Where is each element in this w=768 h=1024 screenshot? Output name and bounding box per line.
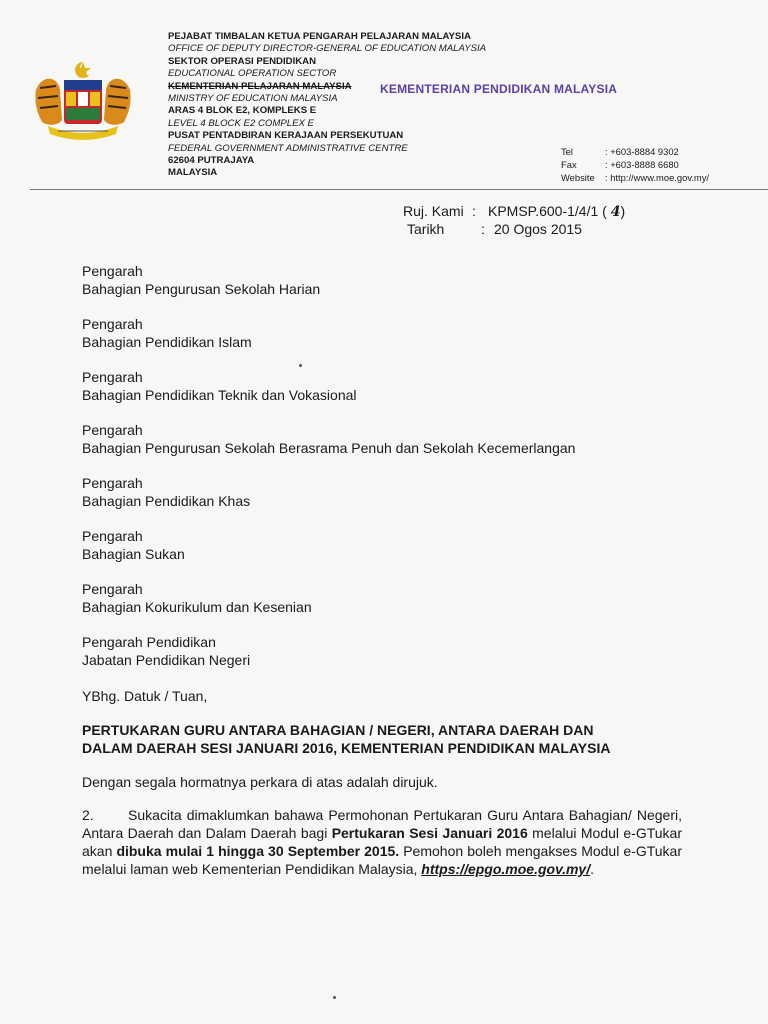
scan-speck [299,364,302,367]
scan-speck [333,996,336,999]
coat-of-arms-logo [28,60,138,140]
egtukar-link[interactable]: https://epgo.moe.gov.my/ [421,861,591,877]
salutation: YBhg. Datuk / Tuan, [82,688,208,704]
recipient-unit: Bahagian Pengurusan Sekolah Harian [82,281,321,297]
contact-tel [561,145,709,158]
letterhead-line: LEVEL 4 BLOCK E2 COMPLEX E [168,117,314,129]
letterhead-line: PUSAT PENTADBIRAN KERAJAAN PERSEKUTUAN [168,130,404,142]
recipient-title: Pengarah [82,369,143,385]
letter-subject [82,721,682,757]
subject-line: DALAM DAERAH SESI JANUARI 2016, KEMENTERIAN PENDIDIKAN MALAYSIA [82,740,611,756]
letterhead-line: SEKTOR OPERASI PENDIDIKAN [168,55,317,67]
letterhead-line: OFFICE OF DEPUTY DIRECTOR-GENERAL OF EDUCATION MALAYSIA [168,43,487,55]
ruj-label: Ruj. Kami [403,203,464,219]
letterhead-line: MINISTRY OF EDUCATION MALAYSIA [168,93,338,105]
paragraph-1: Dengan segala hormatnya perkara di atas adalah dirujuk. [82,774,438,790]
crest-moon-star [75,61,94,78]
ruj-separator: : [472,203,476,219]
tarikh-label: Tarikh [407,221,445,237]
recipient-unit: Bahagian Pendidikan Teknik dan Vokasional [82,387,357,403]
contact-value: : http://www.moe.gov.my/ [605,172,710,183]
recipient-title: Pengarah [82,581,143,597]
subject-line: PERTUKARAN GURU ANTARA BAHAGIAN / NEGERI, ANTARA DAERAH DAN [82,722,594,738]
recipient-title: Pengarah [82,263,143,279]
recipient-title: Pengarah [82,475,143,491]
recipient-block [82,315,682,351]
date-highlight: dibuka mulai 1 hingga 30 September 2015. [116,843,400,859]
letterhead-line: EDUCATIONAL OPERATION SECTOR [168,68,337,80]
recipient-block [82,368,682,404]
reference-row [403,203,625,221]
letterhead-line: FEDERAL GOVERNMENT ADMINISTRATIVE CENTRE [168,142,408,154]
contact-block [561,145,709,184]
tarikh-separator: : [481,221,485,237]
recipient-block [82,527,682,563]
paragraph-2: 2. Sukacita dimaklumkan bahawa Permohonan Pertukaran Guru Antara Bahagian/ Negeri, Antara Daerah dan Dalam Daerah bagi Pertukaran Sesi Januari 2016 melalui Modul e-GTukar akan dibuka mulai 1 hingga 30 September 2015. Pemohon boleh mengakses Modul e-GTukar melalui laman web Kementerian Pendidikan Malaysia, https://epgo.moe.gov.my/. [82,807,683,877]
letterhead-line: PEJABAT TIMBALAN KETUA PENGARAH PELAJARAN MALAYSIA [168,31,471,42]
ruj-value: KPMSP.600-1/4/1 ( 4) [488,203,626,220]
recipient-unit: Jabatan Pendidikan Negeri [82,652,251,668]
contact-value: : +603-8884 9302 [605,146,679,157]
recipient-unit: Bahagian Pendidikan Islam [82,334,252,350]
header-divider [30,189,768,190]
recipient-title: Pengarah [82,422,143,438]
recipient-unit: Bahagian Sukan [82,546,185,562]
letterhead-line: ARAS 4 BLOK E2, KOMPLEKS E [168,105,317,117]
contact-website [561,171,709,184]
date-row [403,221,625,238]
ministry-stamp: KEMENTERIAN PENDIDIKAN MALAYSIA [380,82,618,96]
tarikh-value: 20 Ogos 2015 [494,221,582,237]
recipient-block [82,421,682,457]
crest-shield [64,80,102,124]
contact-label: Website [561,172,595,183]
reference-block [403,203,625,238]
recipient-unit: Bahagian Pengurusan Sekolah Berasrama Penuh dan Sekolah Kecemerlangan [82,440,576,456]
recipient-block [82,580,682,616]
contact-label: Fax [561,159,577,170]
crest-tiger-right [104,79,131,125]
letterhead-line-struck: KEMENTERIAN PELAJARAN MALAYSIA [168,80,352,92]
contact-label: Tel [561,146,573,157]
crest-motto-ribbon [48,126,118,140]
contact-fax [561,158,709,171]
crest-tiger-left [35,79,62,125]
recipient-unit: Bahagian Pendidikan Khas [82,493,251,509]
letterhead [168,31,558,180]
session-highlight: Pertukaran Sesi Januari 2016 [331,825,528,841]
handwritten-number: 4 [610,204,621,220]
letterhead-line: 62604 PUTRAJAYA [168,155,255,167]
recipient-block [82,633,682,669]
paragraph-number: 2. [82,807,94,823]
letter-body [82,262,682,878]
recipient-unit: Bahagian Kokurikulum dan Kesenian [82,599,312,615]
recipient-title: Pengarah [82,528,143,544]
recipient-block [82,262,682,298]
recipient-title: Pengarah [82,316,143,332]
recipient-title: Pengarah Pendidikan [82,634,216,650]
contact-value: : +603-8888 6680 [605,159,679,170]
recipient-block [82,474,682,510]
letterhead-line: MALAYSIA [168,167,218,179]
